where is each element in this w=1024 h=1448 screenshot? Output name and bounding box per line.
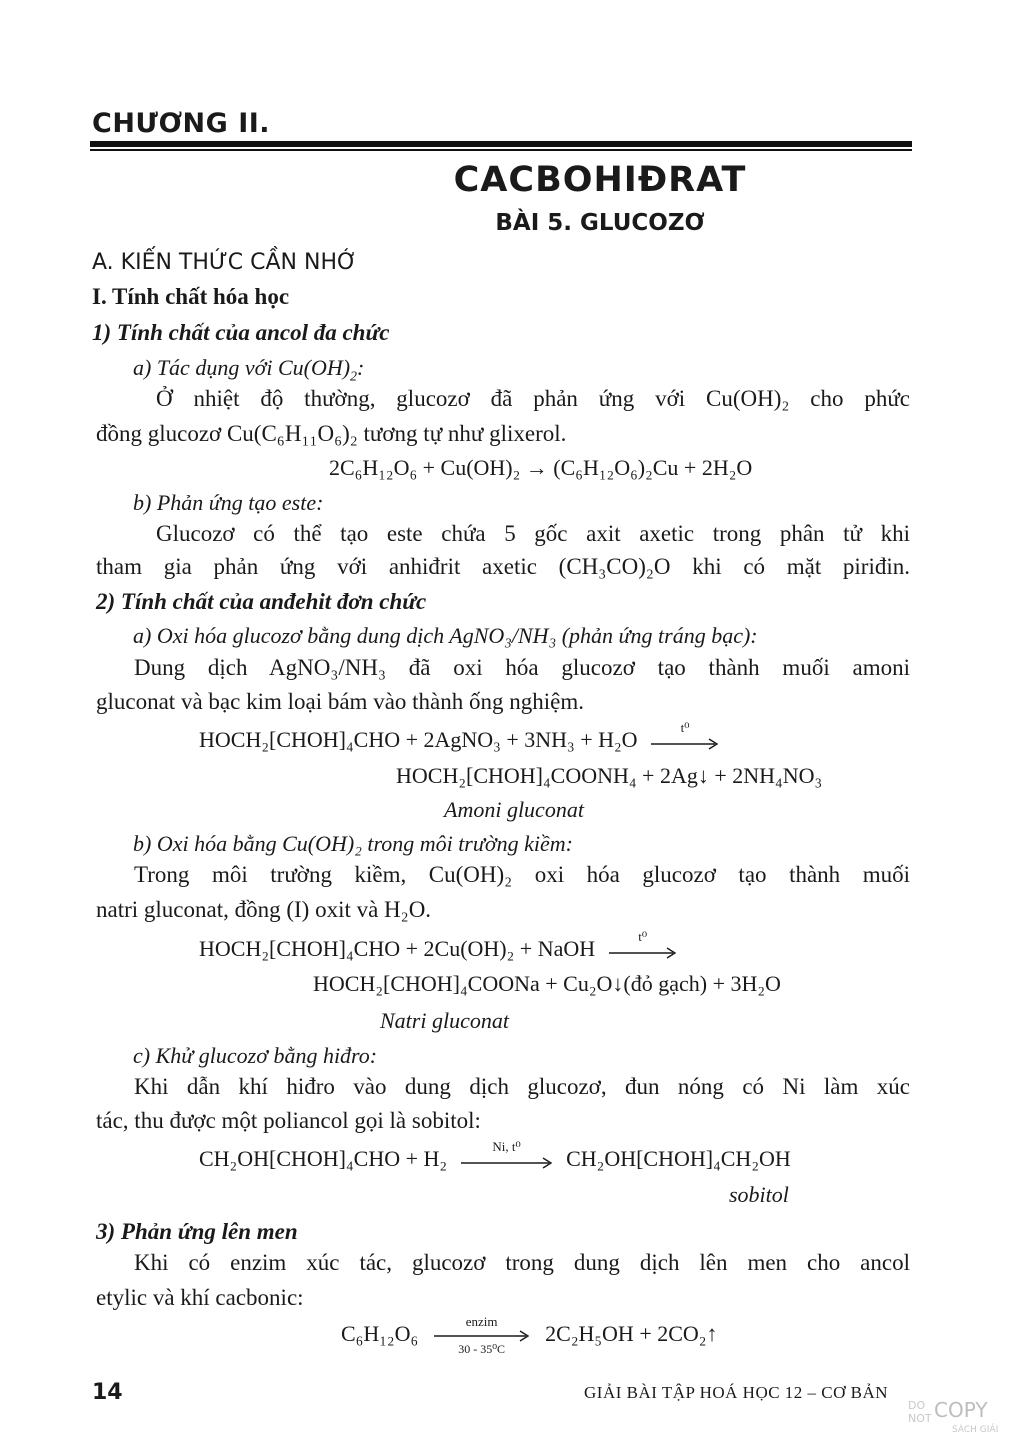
reaction-arrow-icon: t⁰ bbox=[607, 941, 679, 961]
sub-2b-line-2: natri gluconat, đồng (I) oxit và H₂O. bbox=[96, 897, 432, 922]
section-a-heading: A. KIẾN THỨC CẦN NHỚ bbox=[92, 250, 358, 275]
reaction-arrow-icon: enzim 30 - 35⁰C bbox=[432, 1326, 532, 1346]
sub-1a-title: a) Tác dụng với $Cu(OH)_2$: bbox=[133, 355, 365, 385]
equation-cuoh2: 2C₆H₁₂O₆ + Cu(OH)₂ → (C₆H₁₂O₆)₂Cu + 2H₂O bbox=[329, 455, 753, 480]
page-title: CACBOHIĐRAT bbox=[453, 160, 747, 200]
page-number: 14 bbox=[92, 1380, 123, 1405]
header-rule-thin bbox=[90, 149, 912, 151]
equation-silver-mirror-line-1: HOCH₂[CHOH]₄CHO + 2AgNO₃ + 3NH₃ + H₂O t⁰ bbox=[199, 727, 721, 753]
equation-hydrogenation: CH₂OH[CHOH]₄CHO + H₂ Ni, t⁰ CH₂OH[CHOH]₄CH₂OH bbox=[199, 1138, 791, 1171]
sub-3-heading: 3) Phản ứng lên men bbox=[96, 1219, 298, 1244]
sub-1a-line-1: Ở nhiệt độ thường, glucozơ đã phản ứng với Cu(OH)₂ cho phức bbox=[156, 386, 910, 411]
reaction-arrow-icon: t⁰ bbox=[649, 732, 721, 752]
label-natri-gluconat: Natri gluconat bbox=[380, 1008, 509, 1033]
part-1-heading: I. Tính chất hóa học bbox=[92, 284, 290, 309]
chapter-label: CHƯƠNG II. bbox=[92, 108, 271, 139]
sub-3-line-1: Khi có enzim xúc tác, glucozơ trong dung dịch lên men cho ancol bbox=[134, 1250, 910, 1275]
sub-1-heading: 1) Tính chất của ancol đa chức bbox=[92, 320, 390, 345]
header-rule-thick bbox=[90, 141, 912, 147]
sub-2c-line-1: Khi dẫn khí hiđro vào dung dịch glucozơ, đun nóng có Ni làm xúc bbox=[134, 1074, 910, 1099]
sub-2a-title: a) Oxi hóa glucozơ bằng dung dịch AgNO₃/NH₃ (phản ứng tráng bạc): bbox=[133, 623, 758, 648]
equation-cuoh2-oxidation-line-2: HOCH₂[CHOH]₄COONa + Cu₂O↓(đỏ gạch) + 3H₂O bbox=[313, 971, 781, 996]
reaction-arrow-icon: Ni, t⁰ bbox=[459, 1151, 555, 1171]
lesson-title: BÀI 5. GLUCOZƠ bbox=[495, 210, 705, 236]
sub-2a-line-2: gluconat và bạc kim loại bám vào thành ống nghiệm. bbox=[96, 689, 584, 714]
sub-1b-line-1: Glucozơ có thể tạo este chứa 5 gốc axit axetic trong phân tử khi bbox=[156, 521, 910, 546]
equation-fermentation: C₆H₁₂O₆ enzim 30 - 35⁰C 2C₂H₅OH + 2CO₂↑ bbox=[341, 1313, 718, 1356]
sub-1b-title: b) Phản ứng tạo este: bbox=[133, 490, 324, 515]
equation-cuoh2-oxidation-line-1: HOCH₂[CHOH]₄CHO + 2Cu(OH)₂ + NaOH t⁰ bbox=[199, 936, 679, 962]
sub-1b-line-2: tham gia phản ứng với anhiđrit axetic (CH₃CO)₂O khi có mặt piriđin. bbox=[96, 554, 910, 579]
sub-2c-line-2: tác, thu được một poliancol gọi là sobitol: bbox=[96, 1108, 481, 1133]
sub-2b-title: b) Oxi hóa bằng Cu(OH)₂ trong môi trường kiềm: bbox=[133, 831, 573, 856]
sub-2a-line-1: Dung dịch AgNO₃/NH₃ đã oxi hóa glucozơ tạo thành muối amoni bbox=[134, 655, 910, 680]
sub-3-line-2: etylic và khí cacbonic: bbox=[96, 1285, 304, 1310]
equation-silver-mirror-line-2: HOCH₂[CHOH]₄COONH₄ + 2Ag↓ + 2NH₄NO₃ bbox=[396, 763, 823, 788]
sub-1a-line-2: đồng glucozơ Cu(C₆H₁₁O₆)₂ tương tự như glixerol. bbox=[96, 421, 567, 446]
watermark-logo: DO NOT COPY SÁCH GIẢI bbox=[908, 1398, 999, 1435]
sub-2c-title: c) Khử glucozơ bằng hiđro: bbox=[133, 1043, 378, 1068]
label-sobitol: sobitol bbox=[729, 1182, 789, 1207]
label-amoni-gluconat: Amoni gluconat bbox=[444, 797, 584, 822]
sub-2-heading: 2) Tính chất của anđehit đơn chức bbox=[96, 589, 427, 614]
sub-2b-line-1: Trong môi trường kiềm, Cu(OH)₂ oxi hóa glucozơ tạo thành muối bbox=[134, 862, 910, 887]
book-title: GIẢI BÀI TẬP HOÁ HỌC 12 – CƠ BẢN bbox=[584, 1383, 889, 1402]
